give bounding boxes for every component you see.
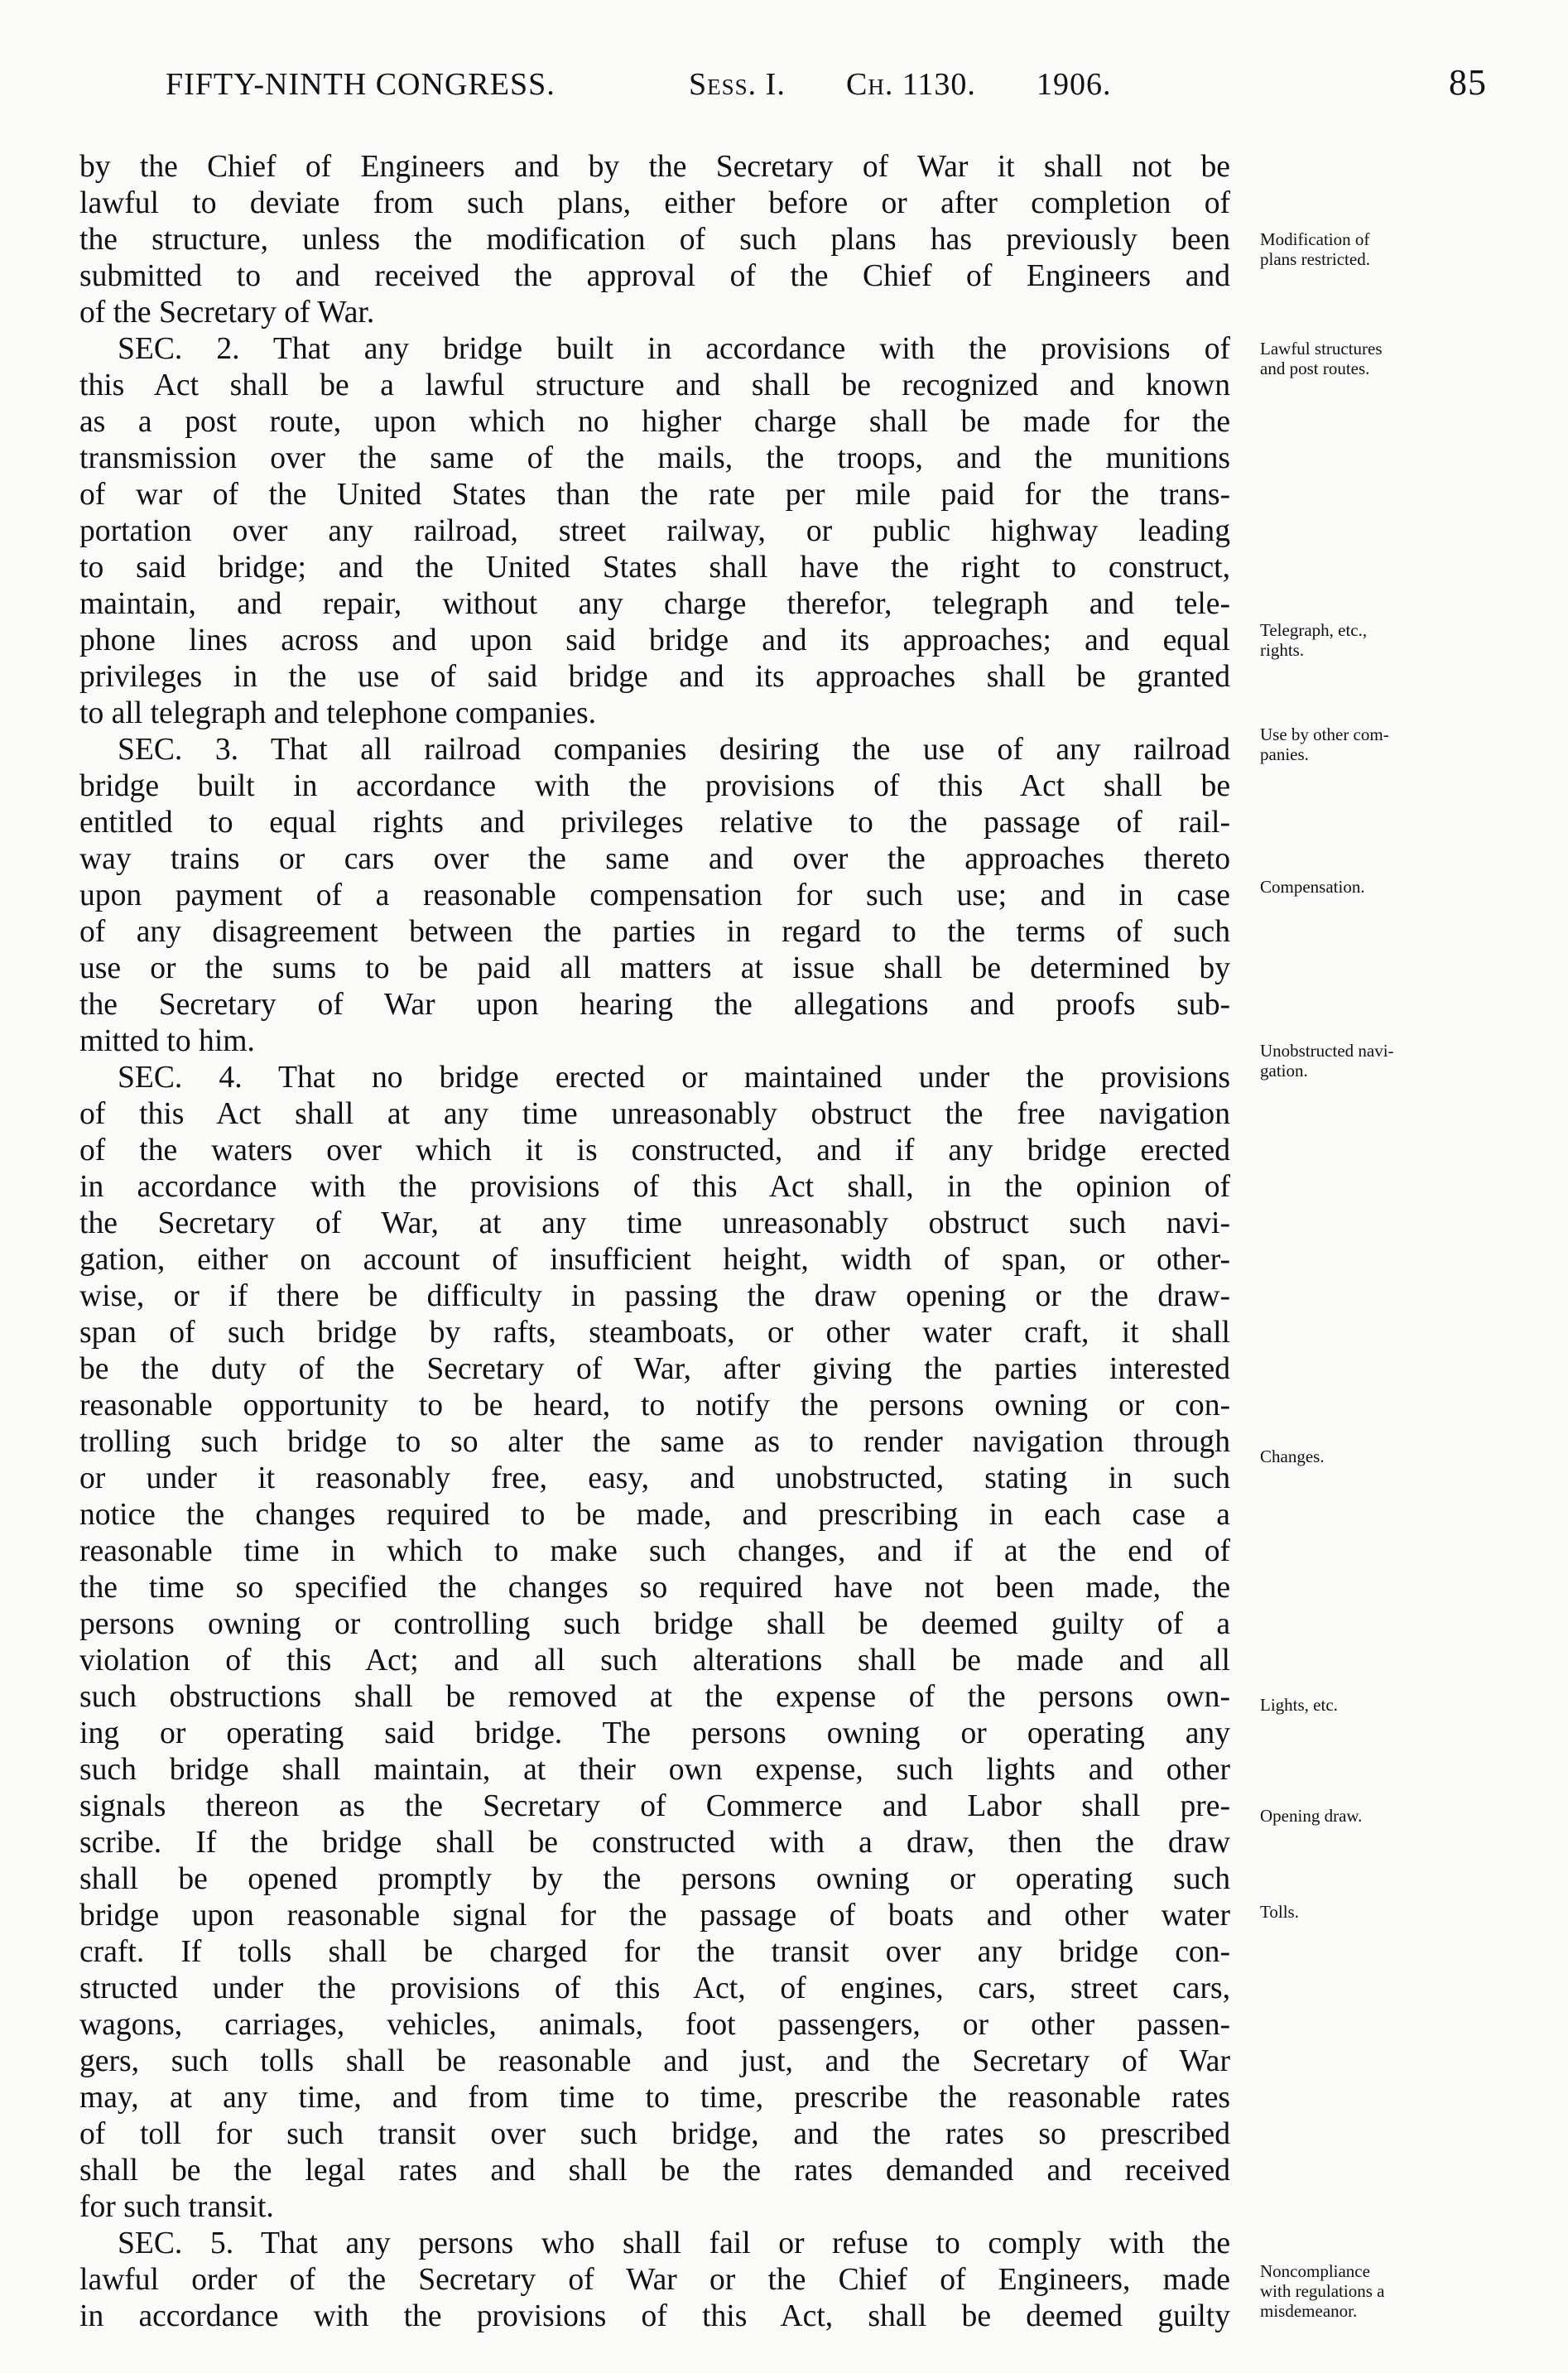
text-line: the time so specified the changes so required have not been made, the bbox=[79, 1571, 1230, 1605]
text-line: way trains or cars over the same and over the approaches thereto bbox=[79, 842, 1230, 876]
text-line: notice the changes required to be made, and prescribing in each case a bbox=[79, 1498, 1230, 1532]
text-line: privileges in the use of said bridge and its approaches shall be granted bbox=[79, 660, 1230, 694]
text-line: the Secretary of War upon hearing the allegations and proofs sub- bbox=[79, 988, 1230, 1022]
text-line: use or the sums to be paid all matters at issue shall be determined by bbox=[79, 951, 1230, 985]
text-line: mitted to him. bbox=[79, 1024, 255, 1058]
margin-note-line: Changes. bbox=[1260, 1446, 1325, 1466]
margin-note-modification bbox=[1260, 229, 1500, 269]
text-line: bridge built in accordance with the provisions of this Act shall be bbox=[79, 769, 1230, 803]
congress-title: FIFTY-NINTH CONGRESS. bbox=[166, 67, 556, 102]
text-line: of this Act shall at any time unreasonably obstruct the free navigation bbox=[79, 1097, 1230, 1131]
text-line: upon payment of a reasonable compensation for such use; and in case bbox=[79, 878, 1230, 912]
text-line: such bridge shall maintain, at their own expense, such lights and other bbox=[79, 1753, 1230, 1787]
year-label: 1906. bbox=[1037, 67, 1112, 102]
margin-note-line: Opening draw. bbox=[1260, 1806, 1363, 1826]
margin-note-use-by-other-companies bbox=[1260, 724, 1500, 764]
margin-note-lawful-structures bbox=[1260, 339, 1500, 378]
margin-note-line: Compensation. bbox=[1260, 877, 1365, 897]
margin-note-compensation bbox=[1260, 877, 1500, 897]
text-line: of the waters over which it is constructed, and if any bridge erected bbox=[79, 1134, 1230, 1167]
margin-note-changes bbox=[1260, 1446, 1500, 1466]
text-line: maintain, and repair, without any charge therefor, telegraph and tele- bbox=[79, 587, 1230, 621]
text-line: of any disagreement between the parties in regard to the terms of such bbox=[79, 915, 1230, 949]
margin-note-telegraph bbox=[1260, 620, 1500, 660]
text-line: span of such bridge by rafts, steamboats, or other water craft, it shall bbox=[79, 1316, 1230, 1350]
section-5-start: SEC. 5. That any persons who shall fail or refuse to comply with the bbox=[118, 2226, 1230, 2260]
text-line: by the Chief of Engineers and by the Secretary of War it shall not be bbox=[79, 150, 1230, 184]
text-line: the structure, unless the modification of such plans has previously been bbox=[79, 223, 1230, 257]
text-line: the Secretary of War, at any time unreasonably obstruct such navi- bbox=[79, 1206, 1230, 1240]
text-line: gation, either on account of insufficient height, width of span, or other- bbox=[79, 1243, 1230, 1277]
page-number: 85 bbox=[1449, 62, 1487, 103]
text-line: wise, or if there be difficulty in passing the draw opening or the draw- bbox=[79, 1279, 1230, 1313]
margin-note-line: with regulations a bbox=[1260, 2281, 1385, 2301]
section-2-start: SEC. 2. That any bridge built in accordance with the provisions of bbox=[118, 332, 1230, 366]
session-label: Sess. I. bbox=[689, 67, 786, 102]
margin-note-lights bbox=[1260, 1695, 1500, 1715]
margin-note-line: Telegraph, etc., bbox=[1260, 620, 1368, 640]
text-line: entitled to equal rights and privileges relative to the passage of rail- bbox=[79, 806, 1230, 840]
text-line: signals thereon as the Secretary of Commerce and Labor shall pre- bbox=[79, 1789, 1230, 1823]
text-line: trolling such bridge to so alter the same as to render navigation through bbox=[79, 1425, 1230, 1459]
text-line: lawful order of the Secretary of War or the Chief of Engineers, made bbox=[79, 2263, 1230, 2297]
running-head bbox=[166, 62, 1490, 116]
margin-note-noncompliance bbox=[1260, 2261, 1500, 2321]
text-line: scribe. If the bridge shall be constructed with a draw, then the draw bbox=[79, 1826, 1230, 1860]
text-line: gers, such tolls shall be reasonable and just, and the Secretary of War bbox=[79, 2044, 1230, 2078]
text-line: ing or operating said bridge. The persons owning or operating any bbox=[79, 1716, 1230, 1750]
text-line: transmission over the same of the mails, the troops, and the munitions bbox=[79, 441, 1230, 475]
text-line: reasonable opportunity to be heard, to notify the persons owning or con- bbox=[79, 1389, 1230, 1422]
margin-note-line: Tolls. bbox=[1260, 1902, 1299, 1922]
text-line: craft. If tolls shall be charged for the transit over any bridge con- bbox=[79, 1935, 1230, 1969]
margin-note-line: rights. bbox=[1260, 640, 1305, 660]
text-line: in accordance with the provisions of this Act shall, in the opinion of bbox=[79, 1170, 1230, 1204]
text-line: of the Secretary of War. bbox=[79, 296, 375, 330]
text-line: to all telegraph and telephone companies. bbox=[79, 696, 596, 730]
text-line: in accordance with the provisions of this Act, shall be deemed guilty bbox=[79, 2299, 1230, 2333]
text-line: of war of the United States than the rate per mile paid for the trans- bbox=[79, 478, 1230, 512]
text-line: such obstructions shall be removed at the expense of the persons own- bbox=[79, 1680, 1230, 1714]
margin-note-line: Use by other com- bbox=[1260, 724, 1389, 744]
text-line: portation over any railroad, street railway, or public highway leading bbox=[79, 514, 1230, 548]
margin-note-line: plans restricted. bbox=[1260, 249, 1370, 269]
margin-note-tolls bbox=[1260, 1902, 1500, 1922]
text-line: shall be opened promptly by the persons owning or operating such bbox=[79, 1862, 1230, 1896]
section-4-start: SEC. 4. That no bridge erected or maintained under the provisions bbox=[118, 1061, 1230, 1095]
text-line: to said bridge; and the United States shall have the right to construct, bbox=[79, 551, 1230, 585]
statute-body bbox=[79, 149, 1230, 2335]
text-line: reasonable time in which to make such changes, and if at the end of bbox=[79, 1534, 1230, 1568]
text-line: phone lines across and upon said bridge and its approaches; and equal bbox=[79, 623, 1230, 657]
text-line: be the duty of the Secretary of War, after giving the parties interested bbox=[79, 1352, 1230, 1386]
text-line: structed under the provisions of this Act, of engines, cars, street cars, bbox=[79, 1971, 1230, 2005]
text-line: wagons, carriages, vehicles, animals, foot passengers, or other passen- bbox=[79, 2008, 1230, 2042]
margin-note-line: gation. bbox=[1260, 1061, 1308, 1081]
text-line: persons owning or controlling such bridge shall be deemed guilty of a bbox=[79, 1607, 1230, 1641]
text-line: bridge upon reasonable signal for the passage of boats and other water bbox=[79, 1899, 1230, 1933]
text-line: or under it reasonably free, easy, and unobstructed, stating in such bbox=[79, 1461, 1230, 1495]
margin-note-line: Lights, etc. bbox=[1260, 1695, 1338, 1715]
text-line: may, at any time, and from time to time, prescribe the reasonable rates bbox=[79, 2081, 1230, 2115]
section-3-start: SEC. 3. That all railroad companies desiring the use of any railroad bbox=[118, 733, 1230, 767]
margin-note-unobstructed-navigation bbox=[1260, 1041, 1500, 1081]
text-line: of toll for such transit over such bridge, and the rates so prescribed bbox=[79, 2117, 1230, 2151]
text-line: this Act shall be a lawful structure and shall be recognized and known bbox=[79, 368, 1230, 402]
margin-note-line: and post routes. bbox=[1260, 359, 1370, 378]
text-line: violation of this Act; and all such alterations shall be made and all bbox=[79, 1644, 1230, 1677]
text-line: shall be the legal rates and shall be the rates demanded and received bbox=[79, 2154, 1230, 2188]
margin-note-line: Noncompliance bbox=[1260, 2261, 1370, 2281]
chapter-label: Ch. 1130. bbox=[846, 67, 976, 102]
text-line: for such transit. bbox=[79, 2190, 274, 2224]
margin-note-line: misdemeanor. bbox=[1260, 2301, 1358, 2321]
margin-note-line: Unobstructed navi- bbox=[1260, 1041, 1394, 1061]
margin-note-line: Lawful structures bbox=[1260, 339, 1383, 359]
text-line: submitted to and received the approval of the Chief of Engineers and bbox=[79, 259, 1230, 293]
margin-note-opening-draw bbox=[1260, 1806, 1500, 1826]
margin-note-line: Modification of bbox=[1260, 229, 1370, 249]
margin-note-line: panies. bbox=[1260, 744, 1309, 764]
text-line: lawful to deviate from such plans, either before or after completion of bbox=[79, 186, 1230, 220]
text-line: as a post route, upon which no higher charge shall be made for the bbox=[79, 405, 1230, 439]
